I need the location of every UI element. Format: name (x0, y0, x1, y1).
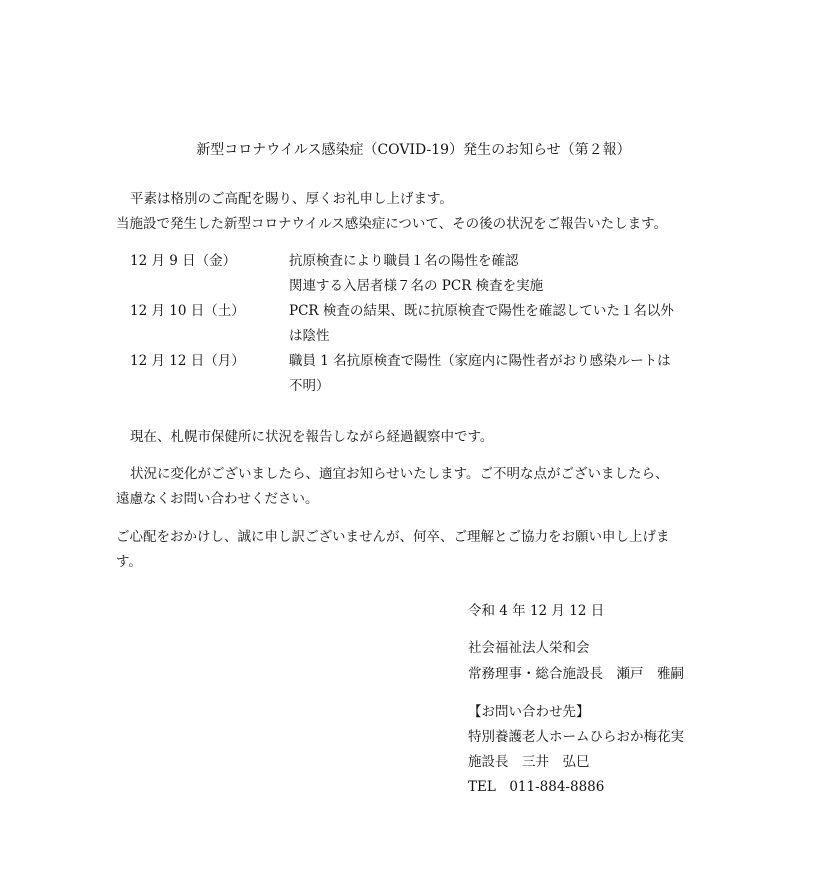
apology-line-2: す。 (116, 554, 142, 570)
timeline-text: 不明） (289, 378, 330, 394)
timeline-date: 12 月 9 日（金） (130, 253, 237, 269)
apology-line-1: ご心配をおかけし、誠に申し訳ございませんが、何卒、ご理解とご協力をお願い申し上げま (116, 529, 670, 545)
document-title: 新型コロナウイルス感染症（COVID-19）発生のお知らせ（第２報） (196, 142, 631, 158)
timeline-text: 職員 1 名抗原検査で陽性（家庭内に陽性者がおり感染ルートは (289, 353, 671, 369)
contact-heading: 【お問い合わせ先】 (468, 704, 590, 720)
organization-name: 社会福祉法人栄和会 (468, 640, 590, 656)
timeline-date: 12 月 10 日（土） (130, 303, 245, 319)
notice-line-1: 状況に変化がございましたら、適宜お知らせいたします。ご不明な点がございましたら、 (130, 466, 669, 482)
intro-line-2: 当施設で発生した新型コロナウイルス感染症について、その後の状況をご報告いたします。 (116, 216, 668, 232)
timeline-text: は陰性 (289, 328, 330, 344)
timeline-date: 12 月 12 日（月） (130, 353, 245, 369)
timeline-text: PCR 検査の結果、既に抗原検査で陽性を確認していた１名以外 (289, 303, 674, 319)
notice-line-2: 遠慮なくお問い合わせください。 (116, 491, 319, 507)
intro-line-1: 平素は格別のご高配を賜り、厚くお礼申し上げます。 (130, 191, 453, 207)
contact-facility: 特別養護老人ホームひらおか梅花実 (468, 729, 684, 745)
signer-name: 常務理事・総合施設長 瀬戸 雅嗣 (468, 666, 684, 682)
timeline-text: 抗原検査により職員１名の陽性を確認 (289, 253, 519, 269)
timeline-text: 関連する入居者様７名の PCR 検査を実施 (289, 278, 544, 294)
status-paragraph: 現在、札幌市保健所に状況を報告しながら経過観察中です。 (130, 429, 494, 445)
issue-date: 令和 4 年 12 月 12 日 (468, 603, 605, 619)
contact-manager: 施設長 三井 弘巳 (468, 754, 590, 770)
contact-phone: TEL 011-884-8886 (468, 779, 605, 795)
